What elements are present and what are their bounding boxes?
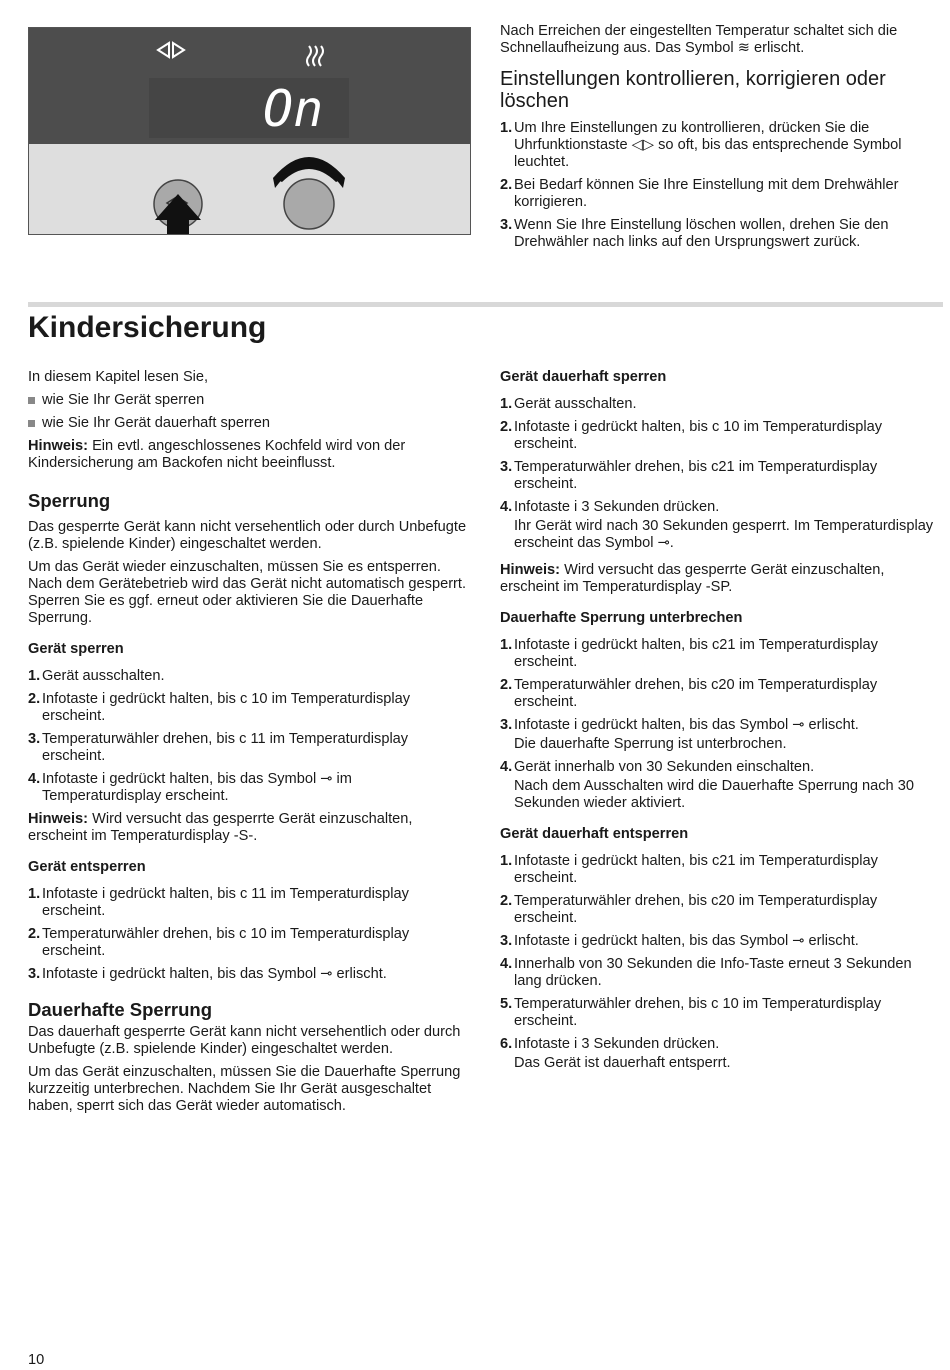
control-panel-figure [28,27,471,235]
list-item: 4. Innerhalb von 30 Sekunden die Info-Taste erneut 3 Sekunden lang drücken. [500,956,912,989]
rotary-knob[interactable] [284,179,334,229]
subheading-dauerhaft-sperren: Gerät dauerhaft sperren [500,369,667,385]
list-item: 1. Infotaste i gedrückt halten, bis c21 im Temperaturdisplay erscheint. [500,853,878,886]
list-item: 4. Infotaste i gedrückt halten, bis das Symbol ⊸ im Temperaturdisplay erscheint. [28,771,352,804]
step-result: Das Gerät ist dauerhaft entsperrt. [514,1055,731,1071]
list-item: 2. Infotaste i gedrückt halten, bis c 10 im Temperaturdisplay erscheint. [500,419,883,452]
section-heading-sperrung: Sperrung [28,490,111,511]
subheading-sperrung-unterbrechen: Dauerhafte Sperrung unterbrechen [500,610,743,626]
lead-text: In diesem Kapitel lesen Sie, [28,369,209,385]
display-on-text: On [263,80,324,138]
list-item: 3. Temperaturwähler drehen, bis c 11 im Temperaturdisplay erscheint. [28,731,409,764]
paragraph: Das gesperrte Gerät kann nicht versehentlich oder durch Unbefugte (z.B. spielende Kinder) eingeschaltet werden. [28,519,467,552]
list-item: 2. Temperaturwähler drehen, bis c20 im Temperaturdisplay erscheint. [500,677,878,710]
list-item: 3. Infotaste i gedrückt halten, bis das Symbol ⊸ erlischt. [500,933,859,949]
hint-note: Hinweis: Ein evtl. angeschlossenes Kochfeld wird von der Kindersicherung am Backofen nicht beeinflusst. [28,438,406,471]
control-panel-illustration [29,28,470,234]
paragraph: Das dauerhaft gesperrte Gerät kann nicht versehentlich oder durch Unbefugte (z.B. spielende Kinder) eingeschaltet werden. [28,1024,461,1057]
list-item: 2. Bei Bedarf können Sie Ihre Einstellung mit dem Drehwähler korrigieren. [500,177,899,210]
right-column [500,369,943,1078]
intro-text: Nach Erreichen der eingestellten Temperatur schaltet sich die Schnellaufheizung aus. Das Symbol ≋ erlischt. [500,23,898,56]
chapter-title: Kindersicherung [28,311,267,344]
list-item: 3. Wenn Sie Ihre Einstellung löschen wollen, drehen Sie den Drehwähler nach links auf den Ursprungswert zurück. [500,217,889,250]
list-item: 1. Gerät ausschalten. [28,668,165,684]
section-heading-dauerhafte-sperrung: Dauerhafte Sperrung [28,999,213,1020]
list-item: 3. Temperaturwähler drehen, bis c21 im Temperaturdisplay erscheint. [500,459,878,492]
step-result: Nach dem Ausschalten wird die Dauerhafte Sperrung nach 30 Sekunden wieder aktiviert. [514,778,914,811]
subheading-geraet-sperren: Gerät sperren [28,641,124,657]
list-item: 4. Infotaste i 3 Sekunden drücken. [500,499,720,515]
list-item: 3. Infotaste i gedrückt halten, bis das Symbol ⊸ erlischt. [28,966,387,982]
intro-steps [500,120,943,251]
step-result: Die dauerhafte Sperrung ist unterbrochen. [514,736,787,752]
left-column [28,369,470,1115]
subheading-dauerhaft-entsperren: Gerät dauerhaft entsperren [500,826,689,842]
list-item: 2. Infotaste i gedrückt halten, bis c 10 im Temperaturdisplay erscheint. [28,691,411,724]
list-item: 1. Infotaste i gedrückt halten, bis c21 im Temperaturdisplay erscheint. [500,637,878,670]
chapter-divider [28,302,943,307]
hint-note: Hinweis: Wird versucht das gesperrte Gerät einzuschalten, erscheint im Temperaturdisplay -SP. [500,562,885,595]
list-item: 2. Temperaturwähler drehen, bis c 10 im Temperaturdisplay erscheint. [28,926,410,959]
intro-section [500,23,943,257]
list-item: wie Sie Ihr Gerät sperren [28,392,470,409]
subheading-geraet-entsperren: Gerät entsperren [28,859,146,875]
list-item: 2. Temperaturwähler drehen, bis c20 im Temperaturdisplay erscheint. [500,893,878,926]
paragraph: Um das Gerät einzuschalten, müssen Sie die Dauerhafte Sperrung kurzzeitig unterbrechen. Nachdem Sie Ihr Gerät ausgeschaltet haben, sperrt sich das Gerät wieder automatisch. [28,1064,461,1114]
list-item: wie Sie Ihr Gerät dauerhaft sperren [28,415,470,432]
list-item: 4. Gerät innerhalb von 30 Sekunden einschalten. [500,759,815,775]
paragraph: Um das Gerät wieder einzuschalten, müssen Sie es entsperren. Nach dem Gerätebetrieb wird das Gerät nicht automatisch gesperrt. Sperren Sie es ggf. erneut oder aktivieren Sie die Dauerhafte Sperrung. [28,559,467,626]
page-number: 10 [28,1352,45,1368]
list-item: 5. Temperaturwähler drehen, bis c 10 im Temperaturdisplay erscheint. [500,996,882,1029]
hint-note: Hinweis: Wird versucht das gesperrte Gerät einzuschalten, erscheint im Temperaturdisplay -S-. [28,811,413,844]
list-item: 1. Gerät ausschalten. [500,396,637,412]
list-item: 1. Um Ihre Einstellungen zu kontrollieren, drücken Sie die Uhrfunktionstaste ◁▷ so oft, bis das entsprechende Symbol leuchtet. [500,120,902,170]
list-item: 1. Infotaste i gedrückt halten, bis c 11 im Temperaturdisplay erscheint. [28,886,409,919]
list-item: 3. Infotaste i gedrückt halten, bis das Symbol ⊸ erlischt. [500,717,859,733]
section-heading-einstellungen: Einstellungen kontrollieren, korrigieren oder löschen [500,68,886,112]
step-result: Ihr Gerät wird nach 30 Sekunden gesperrt. Im Temperaturdisplay erscheint das Symbol ⊸. [514,518,934,551]
list-item: 6. Infotaste i 3 Sekunden drücken. [500,1036,720,1052]
